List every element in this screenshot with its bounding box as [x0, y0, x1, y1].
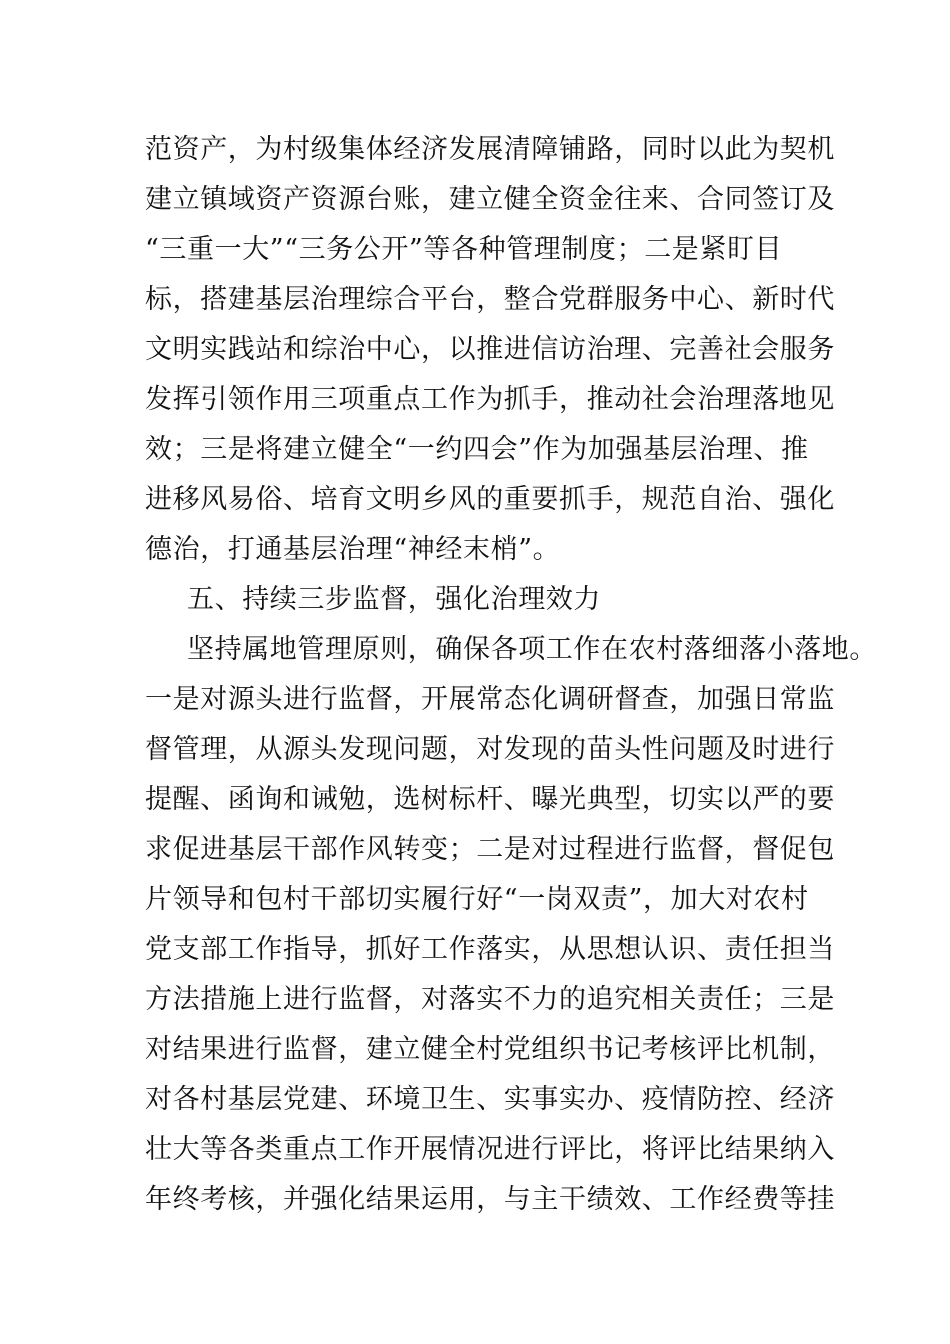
- text-line: 效；三是将建立健全“一约四会”作为加强基层治理、推: [145, 434, 809, 465]
- text-line: 对各村基层党建、环境卫生、实事实办、疫情防控、经济: [145, 1084, 835, 1115]
- text-line: 建立镇域资产资源台账，建立健全资金往来、合同签订及: [145, 184, 835, 215]
- text-line: 进移风易俗、培育文明乡风的重要抓手，规范自治、强化: [145, 484, 835, 515]
- text-line: 标，搭建基层治理综合平台，整合党群服务中心、新时代: [145, 284, 835, 315]
- text-line: 壮大等各类重点工作开展情况进行评比，将评比结果纳入: [145, 1134, 835, 1165]
- text-line: 文明实践站和综治中心，以推进信访治理、完善社会服务: [145, 334, 835, 365]
- text-line: 德治，打通基层治理“神经末梢”。: [145, 534, 561, 565]
- text-line: 片领导和包村干部切实履行好“一岗双责”，加大对农村: [145, 884, 809, 915]
- text-line: 求促进基层干部作风转变；二是对过程进行监督，督促包: [145, 834, 835, 865]
- text-line: 方法措施上进行监督，对落实不力的追究相关责任；三是: [145, 984, 835, 1015]
- text-line: 年终考核，并强化结果运用，与主干绩效、工作经费等挂: [145, 1184, 835, 1215]
- text-line: 督管理，从源头发现问题，对发现的苗头性问题及时进行: [145, 734, 835, 765]
- text-line: 范资产，为村级集体经济发展清障铺路，同时以此为契机: [145, 134, 835, 165]
- text-line: 一是对源头进行监督，开展常态化调研督查，加强日常监: [145, 684, 835, 715]
- text-line: 发挥引领作用三项重点工作为抓手，推动社会治理落地见: [145, 384, 835, 415]
- paragraph-first-line: 坚持属地管理原则，确保各项工作在农村落细落小落地。: [187, 634, 877, 665]
- text-line: 对结果进行监督，建立健全村党组织书记考核评比机制，: [145, 1034, 835, 1065]
- text-line: “三重一大”“三务公开”等各种管理制度；二是紧盯目: [145, 234, 783, 265]
- text-line: 党支部工作指导，抓好工作落实，从思想认识、责任担当: [145, 934, 835, 965]
- text-line: 提醒、函询和诫勉，选树标杆、曝光典型，切实以严的要: [145, 784, 835, 815]
- section-heading: 五、持续三步监督，强化治理效力: [187, 584, 601, 615]
